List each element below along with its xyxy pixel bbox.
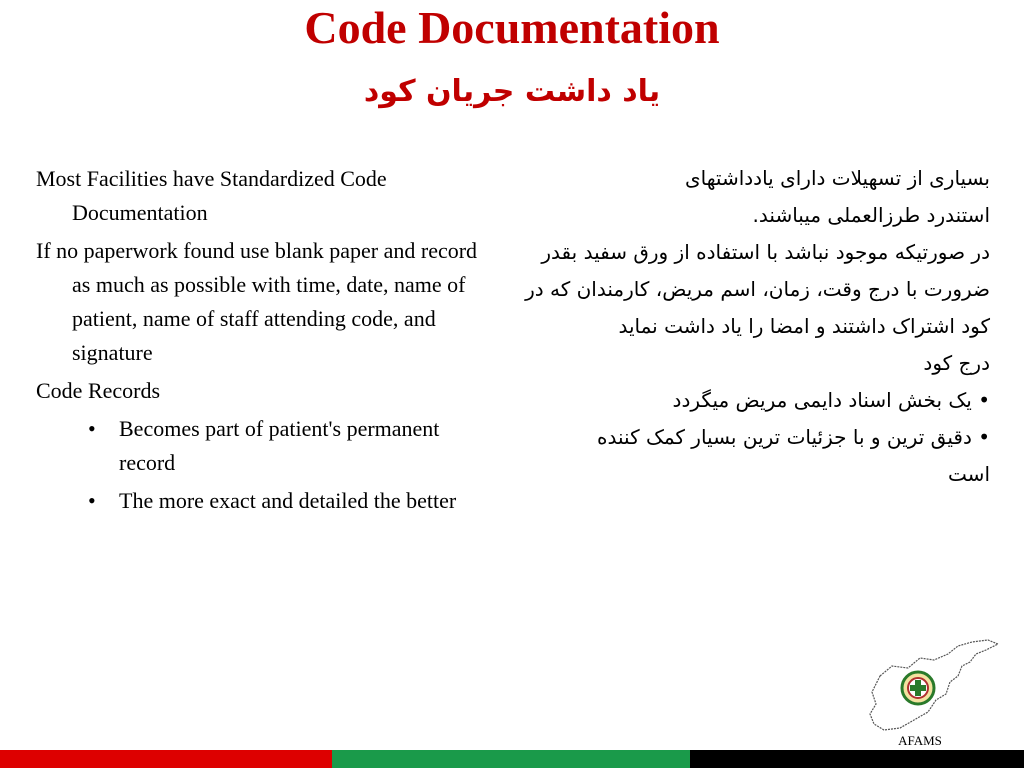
- persian-column: [520, 160, 990, 493]
- afghanistan-map-logo-icon: [862, 636, 1002, 736]
- slide-subtitle-persian: یاد داشت جریان کود: [363, 74, 661, 109]
- flag-stripe-black: [690, 750, 1024, 768]
- english-paragraph-1: Most Facilities have Standardized Code Documentation: [36, 166, 387, 225]
- flag-stripe-green: [332, 750, 690, 768]
- english-paragraph-3: Code Records: [36, 378, 161, 403]
- english-bullet-text: Becomes part of patient's permanent record: [119, 416, 440, 475]
- afams-label: AFAMS: [898, 733, 942, 748]
- english-bullet-item: [36, 484, 496, 518]
- slide-title: Code Documentation: [304, 2, 720, 53]
- flag-stripe-red: [0, 750, 332, 768]
- bullet-icon: •: [88, 488, 96, 513]
- english-bullet-list: [36, 412, 496, 518]
- english-column: [36, 162, 496, 522]
- persian-paragraph-3: درج کود: [923, 351, 990, 375]
- persian-bullet-item: • یک بخش اسناد دایمی مریض میگردد: [672, 388, 990, 412]
- persian-paragraph-1-line-2: استندرد طرزالعملی میباشند.: [752, 203, 990, 227]
- persian-bullet-item: • دقیق ترین و با جزئیات ترین بسیار کمک کننده است: [597, 425, 990, 486]
- flag-color-bar: [0, 750, 1024, 768]
- english-bullet-item: [36, 412, 496, 480]
- bullet-icon: •: [88, 416, 96, 441]
- english-paragraph-2: If no paperwork found use blank paper and record as much as possible with time, date, name of patient, name of staff attending code, and signature: [36, 238, 478, 365]
- persian-paragraph-2: در صورتیکه موجود نباشد با استفاده از ورق سفید بقدر ضرورت با درج وقت، زمان، اسم مریض، کارمندان که در کود اشتراک داشتند و امضا را یاد داشت نماید: [525, 240, 990, 338]
- english-bullet-text: The more exact and detailed the better: [119, 488, 457, 513]
- persian-bullet-list: [520, 382, 990, 493]
- persian-paragraph-1-line-1: بسیاری از تسهیلات دارای یادداشتهای: [684, 166, 990, 190]
